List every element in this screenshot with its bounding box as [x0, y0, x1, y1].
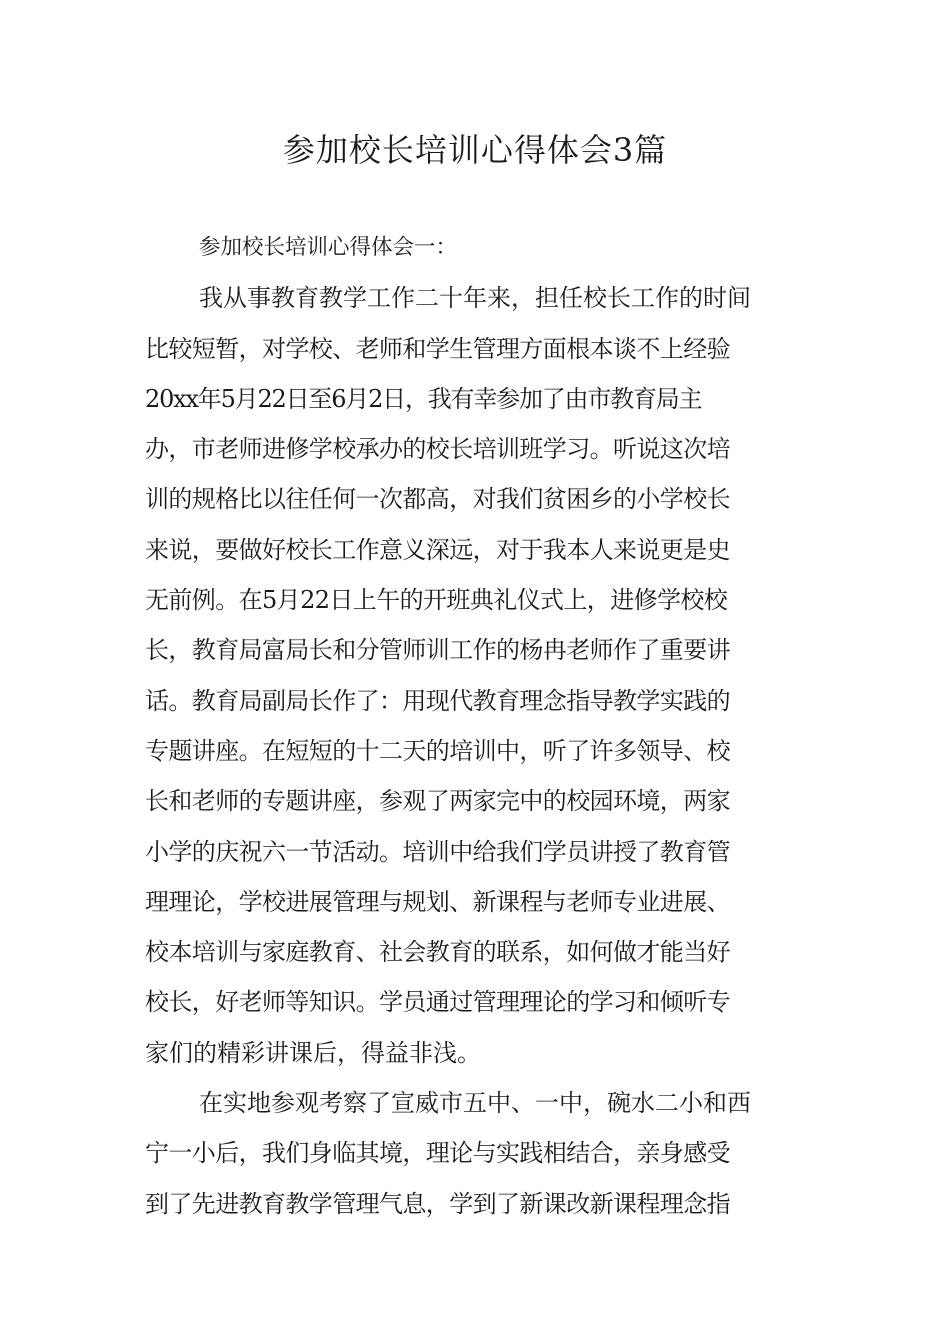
paragraph-line: 比较短暂，对学校、老师和学生管理方面根本谈不上经验 [145, 334, 730, 363]
paragraph-line: 长和老师的专题讲座，参观了两家完中的校园环境，两家 [145, 787, 730, 816]
paragraph-line: 话。教育局副局长作了：用现代教育理念指导教学实践的 [145, 686, 730, 715]
paragraph-line: 我从事教育教学工作二十年来，担任校长工作的时间 [199, 284, 751, 313]
paragraph-line: 办，市老师进修学校承办的校长培训班学习。听说这次培 [145, 435, 730, 464]
document-body [145, 232, 805, 1238]
paragraph-line: 在实地参观考察了宣威市五中、一中，碗水二小和西 [199, 1089, 751, 1118]
paragraph-line: 长，教育局富局长和分管师训工作的杨冉老师作了重要讲 [145, 636, 730, 665]
paragraph-line: 专题讲座。在短短的十二天的培训中，听了许多领导、校 [145, 736, 730, 765]
paragraph-line: 训的规格比以往任何一次都高，对我们贫困乡的小学校长 [145, 485, 730, 514]
paragraph-line: 来说，要做好校长工作意义深远，对于我本人来说更是史 [145, 535, 730, 564]
paragraph-line: 无前例。在5月22日上午的开班典礼仪式上，进修学校校 [145, 586, 728, 615]
section-heading: 参加校长培训心得体会一： [199, 235, 458, 260]
document-title: 参加校长培训心得体会3篇 [282, 131, 668, 169]
paragraph-line: 到了先进教育教学管理气息，学到了新课改新课程理念指 [145, 1189, 730, 1218]
paragraph-line: 校长，好老师等知识。学员通过管理理论的学习和倾听专 [145, 988, 730, 1017]
paragraph-line: 理理论，学校进展管理与规划、新课程与老师专业进展、 [145, 887, 730, 916]
paragraph-line: 宁一小后，我们身临其境，理论与实践相结合，亲身感受 [145, 1139, 730, 1168]
paragraph-line: 20xx年5月22日至6月2日，我有幸参加了由市教育局主 [145, 384, 702, 413]
paragraph-line: 小学的庆祝六一节活动。培训中给我们学员讲授了教育管 [145, 837, 730, 866]
paragraph-line: 校本培训与家庭教育、社会教育的联系，如何做才能当好 [145, 938, 730, 967]
paragraph-line: 家们的精彩讲课后，得益非浅。 [145, 1038, 481, 1067]
